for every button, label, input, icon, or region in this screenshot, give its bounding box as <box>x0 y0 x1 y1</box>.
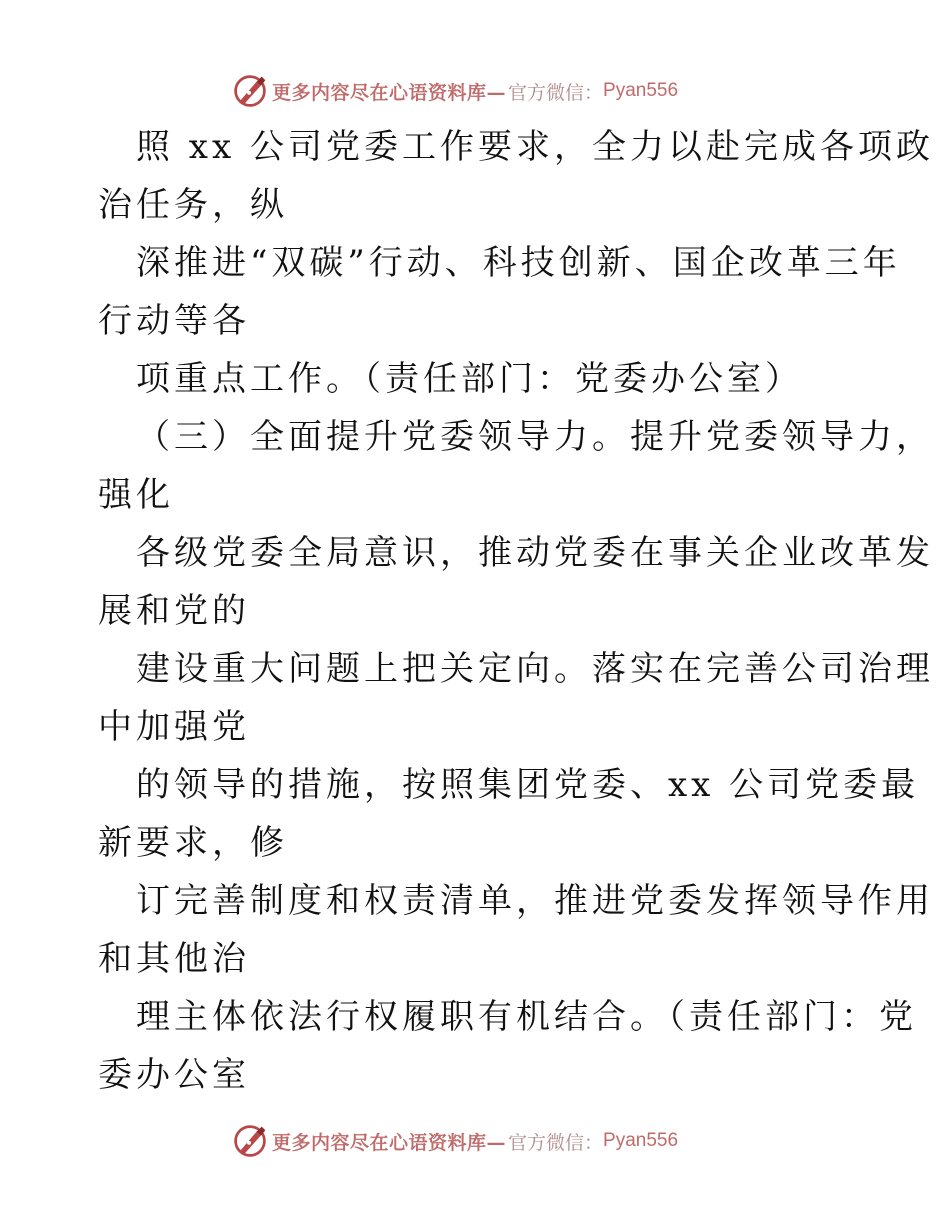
document-body <box>98 118 934 1104</box>
watermark-footer <box>232 1122 678 1160</box>
watermark-text: 更多内容尽在心语资料库— <box>272 81 507 104</box>
text-line: 建设重大问题上把关定向。落实在完善公司治理 <box>136 649 934 689</box>
watermark-header <box>232 72 678 110</box>
text-line: 订完善制度和权责清单，推进党委发挥领导作用 <box>136 881 934 921</box>
text-line: 理主体依法行权履职有机结合。（责任部门：党 <box>136 997 917 1037</box>
section-heading-line: （三）全面提升党委领导力。提升党委领导力， <box>136 417 934 457</box>
pen-logo-icon <box>232 1123 268 1159</box>
text-line: 照 xx 公司党委工作要求，全力以赴完成各项政 <box>136 127 934 167</box>
text-line: 行动等各 <box>98 301 250 341</box>
text-line: 中加强党 <box>98 707 250 747</box>
watermark-text: 更多内容尽在心语资料库— <box>272 1131 507 1154</box>
text-line: 委办公室 <box>98 1055 250 1095</box>
text-line: 展和党的 <box>98 591 250 631</box>
text-line: 强化 <box>98 475 174 515</box>
text-line: 的领导的措施，按照集团党委、xx 公司党委最 <box>136 765 920 805</box>
text-line: 各级党委全局意识，推动党委在事关企业改革发 <box>136 533 934 573</box>
watermark-wechat-id: Pyan556 <box>603 80 679 101</box>
watermark-wechat-label: 官方微信： <box>508 1131 604 1154</box>
text-line: 治任务，纵 <box>98 185 288 225</box>
text-line: 新要求，修 <box>98 823 288 863</box>
text-line: 项重点工作。（责任部门：党委办公室） <box>136 359 803 399</box>
watermark-wechat-id: Pyan556 <box>603 1130 679 1151</box>
watermark-wechat-label: 官方微信： <box>508 81 604 104</box>
text-line: 和其他治 <box>98 939 250 979</box>
pen-logo-icon <box>232 73 268 109</box>
text-line: 深推进“双碳”行动、科技创新、国企改革三年 <box>136 243 901 283</box>
